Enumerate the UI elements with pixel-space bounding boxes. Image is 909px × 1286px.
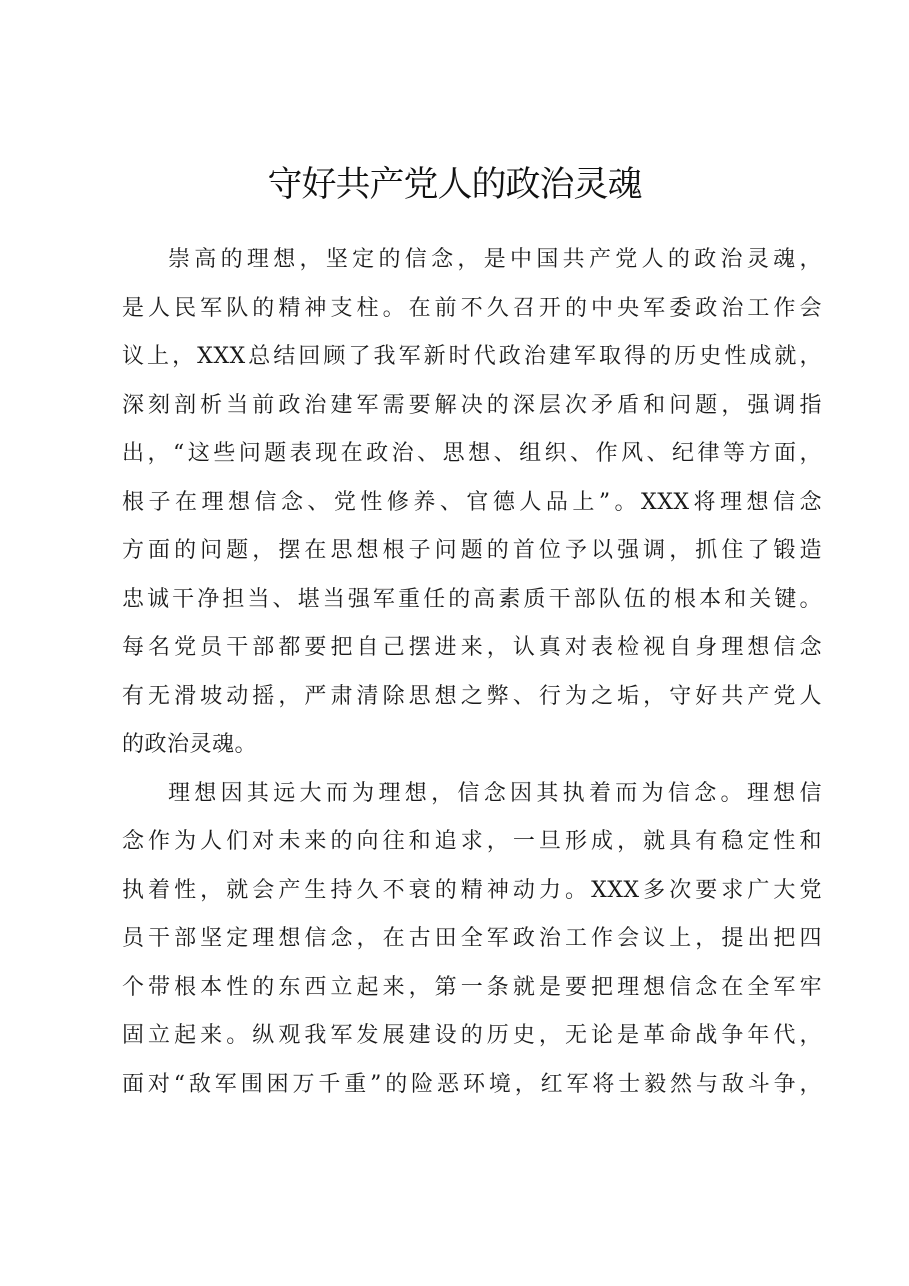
paragraph-line: 固立起来。纵观我军发展建设的历史，无论是革命战争年代，	[122, 1023, 822, 1048]
paragraph-line: 理想因其远大而为理想，信念因其执着而为信念。理想信	[168, 780, 822, 806]
paragraph-line: 方面的问题，摆在思想根子问题的首位予以强调，抓住了锻造	[122, 538, 822, 563]
paragraph-line: 出，“这些问题表现在政治、思想、组织、作风、纪律等方面，	[122, 441, 822, 466]
paragraph-line: 深刻剖析当前政治建军需要解决的深层次矛盾和问题，强调指	[122, 392, 822, 418]
paragraph-line: 崇高的理想，坚定的信念，是中国共产党人的政治灵魂，	[168, 247, 822, 272]
paragraph-line: 执着性，就会产生持久不衰的精神动力。XXX多次要求广大党	[122, 877, 822, 903]
paragraph-line: 念作为人们对未来的向往和追求，一旦形成，就具有稳定性和	[122, 829, 822, 854]
paragraph-line: 面对“敌军围困万千重”的险恶环境，红军将士毅然与敌斗争，	[122, 1071, 822, 1097]
document-title: 守好共产党人的政治灵魂	[267, 165, 642, 205]
paragraph-line: 个带根本性的东西立起来，第一条就是要把理想信念在全军牢	[122, 974, 822, 1000]
paragraph-line: 议上，XXX总结回顾了我军新时代政治建军取得的历史性成就，	[122, 344, 822, 369]
paragraph-line: 每名党员干部都要把自己摆进来，认真对表检视自身理想信念	[122, 635, 822, 660]
paragraph-line: 的政治灵魂。	[122, 732, 258, 757]
paragraph-line: 是人民军队的精神支柱。在前不久召开的中央军委政治工作会	[122, 295, 822, 321]
document-body	[122, 236, 822, 1109]
paragraph-1	[122, 236, 822, 770]
paragraph-line: 有无滑坡动摇，严肃清除思想之弊、行为之垢，守好共产党人	[122, 683, 822, 709]
paragraph-line: 忠诚干净担当、堪当强军重任的高素质干部队伍的根本和关键。	[122, 586, 822, 612]
paragraph-2	[122, 770, 822, 1110]
paragraph-line: 根子在理想信念、党性修养、官德人品上”。XXX将理想信念	[122, 489, 822, 515]
paragraph-line: 员干部坚定理想信念，在古田全军政治工作会议上，提出把四	[122, 926, 822, 951]
